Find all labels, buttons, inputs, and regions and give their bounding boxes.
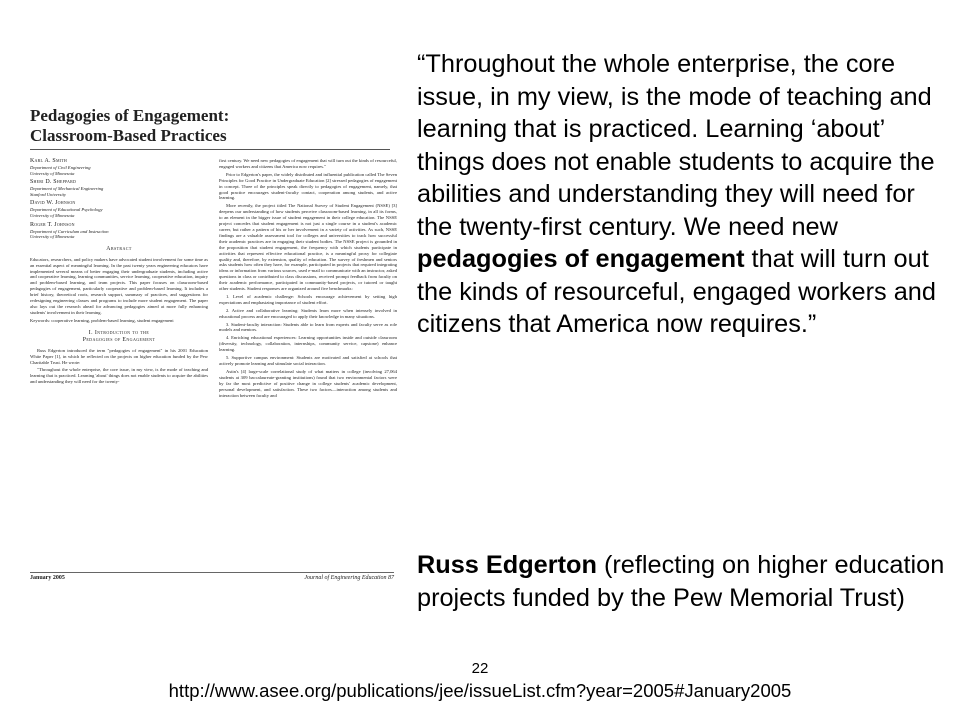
- author-name: Karl A. Smith: [30, 158, 67, 164]
- paper-right-column: [219, 158, 397, 400]
- section-heading-line-2: Pedagogies of Engagement: [82, 336, 156, 343]
- author-name: Sheri D. Sheppard: [30, 179, 77, 186]
- benchmark-item: 4. Enriching educational experiences: Learning opportunities inside and outside classroom (diversity, technology, collaboration, internships, community service, capstone) enhance learning.: [219, 335, 397, 353]
- intro-paragraph: Russ Edgerton introduced the term "pedagogies of engagement" in his 2001 Education White Paper [1], in which he reflected on the projects on higher education funded by the Pew Charitable Trust. He wrote:: [30, 347, 208, 365]
- paper-author: [30, 158, 208, 176]
- author-dept: Department of Curriculum and Instruction: [30, 228, 109, 234]
- paper-left-column: [30, 158, 208, 387]
- abstract-heading: Abstract: [106, 245, 132, 252]
- right-paragraph: More recently, the project titled The National Survey of Student Engagement (NSSE) [3] deepens our understanding of how students perceive classroom-based learning, in all its forms, to an element in the bigger issue of student engagement in their college education. The NSSE project concedes that student engagement is not just a single course in a student's academic career, but rather a pattern of his or her involvement in a variety of activities. As such, NSSE findings are a valuable assessment tool for colleges and universities to track how successful their academic practices are in engaging their student bodies. The NSSE project is grounded in the proposition that student engagement, the frequency with which students participate in activities that represent effective educational practice, is a meaningful proxy for collegiate quality and, therefore, by extension, quality of education. The survey of freshmen and seniors asks students how often they have, for example, participated in projects that required integrating ideas or information from various sources, used e-mail to communicate with an instructor, asked questions in class or contributed to class discussions, received prompt feedback from faculty on their academic performance, participated in community-based projects, or tutored or taught other students. Student responses are organized around five benchmarks:: [219, 203, 397, 292]
- benchmark-item: 2. Active and collaborative learning: Students learn more when intensely involved in educational process and are encouraged to apply their knowledge in many situations.: [219, 307, 397, 319]
- paper-title-line-2: Classroom-Based Practices: [30, 126, 227, 145]
- benchmark-item: 3. Student-faculty interaction: Students able to learn from experts and faculty serve as role models and mentors.: [219, 321, 397, 333]
- author-univ: University of Minnesota: [30, 170, 75, 176]
- attribution-name: Russ Edgerton: [417, 551, 597, 579]
- quote-bold-term-1: pedagogies of: [417, 245, 589, 273]
- benchmark-item: 5. Supportive campus environment: Students are motivated and satisfied at schools that actively promote learning and stimulate social interaction.: [219, 355, 397, 366]
- source-url: http://www.asee.org/publications/jee/issueList.cfm?year=2005#January2005: [168, 680, 792, 701]
- author-dept: Department of Mechanical Engineering: [30, 186, 104, 192]
- abstract-text: Educators, researchers, and policy makers have advocated student involvement for some time as an essential aspect of meaningful learning. In the past twenty years engineering educators have implemented several means of better engaging their undergraduate students, including active and cooperative learning, learning communities, service learning, cooperative education, inquiry and problem-based learning, and team projects. This paper focuses on classroom-based pedagogies of engagement, particularly cooperative and problem-based learning. It includes a brief history, theoretical roots, research support, summary of practices, and suggestions for redesigning engineering classes and programs to include more student engagement. The paper also lays out the research ahead for advancing pedagogies aimed at more fully enhancing students' involvement in their learning.: [30, 256, 208, 315]
- right-paragraph: Prior to Edgerton's paper, the widely distributed and influential publication called The Seven Principles for Good Practice in Undergraduate Education [2] stressed pedagogies of engagement in concept. Three of the principles speak directly to pedagogies of engagement, namely, that good practice encourages student-faculty contact, cooperation among students, and active learning.: [219, 171, 397, 201]
- paper-title-line-1: Pedagogies of Engagement:: [30, 106, 230, 125]
- right-paragraph: first century. We need new pedagogies of engagement that will turn out the kinds of resourceful, engaged workers and citizens that America now requires.": [219, 158, 397, 169]
- paper-footer-date: January 2005: [30, 575, 65, 581]
- right-paragraph: Astin's [4] large-scale correlational study of what matters in college (involving 27,064 students at 309 baccalaureate-granting institutions) found that two environmental factors were by far the most predictive of positive change in college students' academic development, personal development, and satisfaction. These two factors—interaction among students and interaction between faculty and: [219, 368, 397, 398]
- author-dept: Department of Civil Engineering: [30, 165, 91, 170]
- author-univ: Stanford University: [30, 191, 66, 197]
- author-univ: University of Minnesota: [30, 212, 75, 218]
- paper-thumbnail: [22, 100, 402, 590]
- paper-title: [30, 106, 390, 150]
- attribution-note: (reflecting on higher education projects funded by the Pew Memorial Trust): [417, 551, 945, 612]
- section-heading-line-1: I. Introduction to the: [88, 329, 150, 336]
- paper-author: [30, 222, 208, 240]
- section-heading: [30, 330, 208, 344]
- author-dept: Department of Educational Psychology: [30, 207, 103, 213]
- benchmark-item: 1. Level of academic challenge: Schools encourage achievement by setting high expectations and emphasizing importance of student effort.: [219, 293, 397, 305]
- quote-attribution: [417, 549, 957, 614]
- paper-footer-journal: Journal of Engineering Education 87: [304, 575, 394, 581]
- author-name: David W. Johnson: [30, 200, 76, 207]
- paper-author: [30, 179, 208, 197]
- quote-bold-term-2: engagement: [595, 245, 745, 273]
- intro-quote: "Throughout the whole enterprise, the core issue, in my view, is the mode of teaching and learning that is practiced. Learning 'about' things does not enable students to acquire the abilities and understanding they will need for the twenty-: [30, 367, 208, 385]
- edgerton-quote: [417, 48, 957, 341]
- slide-number: 22: [471, 660, 489, 677]
- author-name: Roger T. Johnson: [30, 221, 75, 228]
- author-univ: University of Minnesota: [30, 234, 75, 240]
- paper-author: [30, 200, 208, 218]
- keywords: Keywords: cooperative learning, problem-based learning, student engagement: [30, 317, 174, 323]
- paper-footer: [30, 572, 394, 581]
- quote-text-before: “Throughout the whole enterprise, the core issue, in my view, is the mode of teaching and learning that is practiced. Learning ‘about’ things does not enable students to acquire the abilities and understanding they will need for the twenty-first century. We need new: [417, 50, 935, 241]
- quote-text-after: that will turn out the kinds of resourceful, engaged workers and citizens that America now requires.”: [417, 245, 936, 338]
